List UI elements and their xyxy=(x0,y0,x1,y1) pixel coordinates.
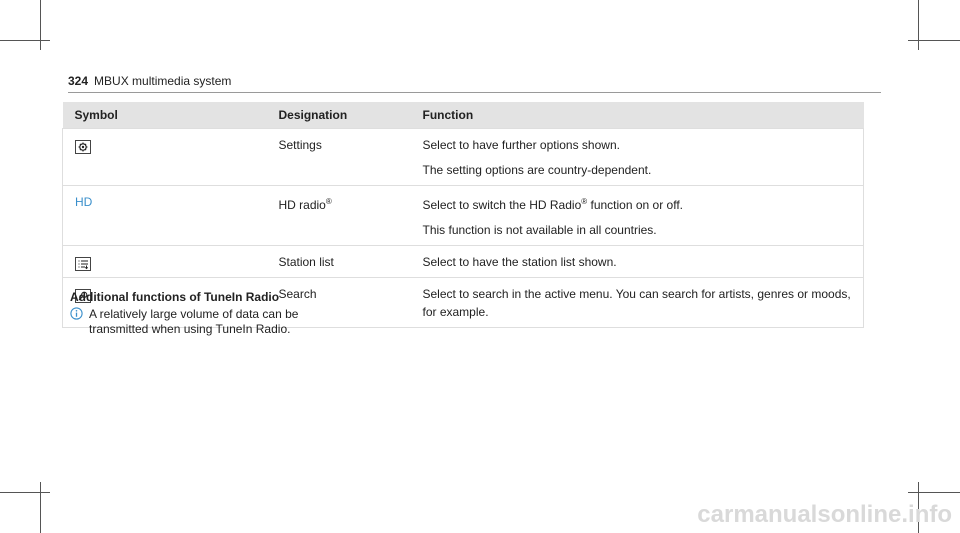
crop-mark xyxy=(0,492,50,493)
page-header xyxy=(68,74,880,88)
additional-functions-heading: Additional functions of TuneIn Radio xyxy=(70,290,280,304)
crop-mark xyxy=(40,482,41,533)
symbol-cell xyxy=(63,246,257,278)
symbol-cell xyxy=(63,129,257,186)
section-title: MBUX multimedia system xyxy=(94,74,232,88)
info-icon xyxy=(70,307,83,324)
function-text: Select to have further options shown. xyxy=(422,138,620,152)
function-text: The setting options are country-dependent. xyxy=(422,163,652,177)
column-header: Function xyxy=(423,102,864,129)
function-text: This function is not available in all countries. xyxy=(422,223,657,237)
function-text xyxy=(423,193,854,214)
function-text: Select to have the station list shown. xyxy=(422,255,617,269)
table-row xyxy=(63,246,864,278)
gear-icon xyxy=(75,140,91,154)
function-cell xyxy=(423,186,864,246)
function-cell xyxy=(423,246,864,278)
crop-mark xyxy=(908,40,960,41)
designation-text: HD radio xyxy=(278,198,326,212)
table-row xyxy=(63,186,864,246)
info-note xyxy=(70,307,350,337)
table-header-row xyxy=(63,102,864,129)
crop-mark xyxy=(0,40,50,41)
header-rule xyxy=(68,92,881,93)
note-text: A relatively large volume of data can be transmitted when using TuneIn Radio. xyxy=(89,307,299,336)
registered-mark: ® xyxy=(581,197,588,206)
crop-mark xyxy=(40,0,41,50)
table-row xyxy=(63,129,864,186)
designation-cell: Station list xyxy=(257,246,423,278)
function-cell xyxy=(423,129,864,186)
crop-mark xyxy=(918,0,919,50)
function-text: Select to search in the active menu. You can search for artists, genres or moods, for example. xyxy=(422,287,851,319)
function-text-main: Select to switch the HD Radio xyxy=(422,198,582,212)
registered-mark: ® xyxy=(325,197,332,206)
watermark: carmanualsonline.info xyxy=(697,501,952,528)
designation-cell: Settings xyxy=(257,129,423,186)
column-header: Symbol xyxy=(63,102,257,129)
designation-cell: Search xyxy=(257,278,423,328)
function-text-tail: function on or off. xyxy=(587,198,683,212)
station-list-icon xyxy=(75,257,91,271)
column-header: Designation xyxy=(257,102,423,129)
designation-cell xyxy=(257,186,423,246)
page-number: 324 xyxy=(68,74,89,88)
function-cell xyxy=(423,278,864,328)
crop-mark xyxy=(908,492,960,493)
hd-symbol: HD xyxy=(63,186,257,246)
